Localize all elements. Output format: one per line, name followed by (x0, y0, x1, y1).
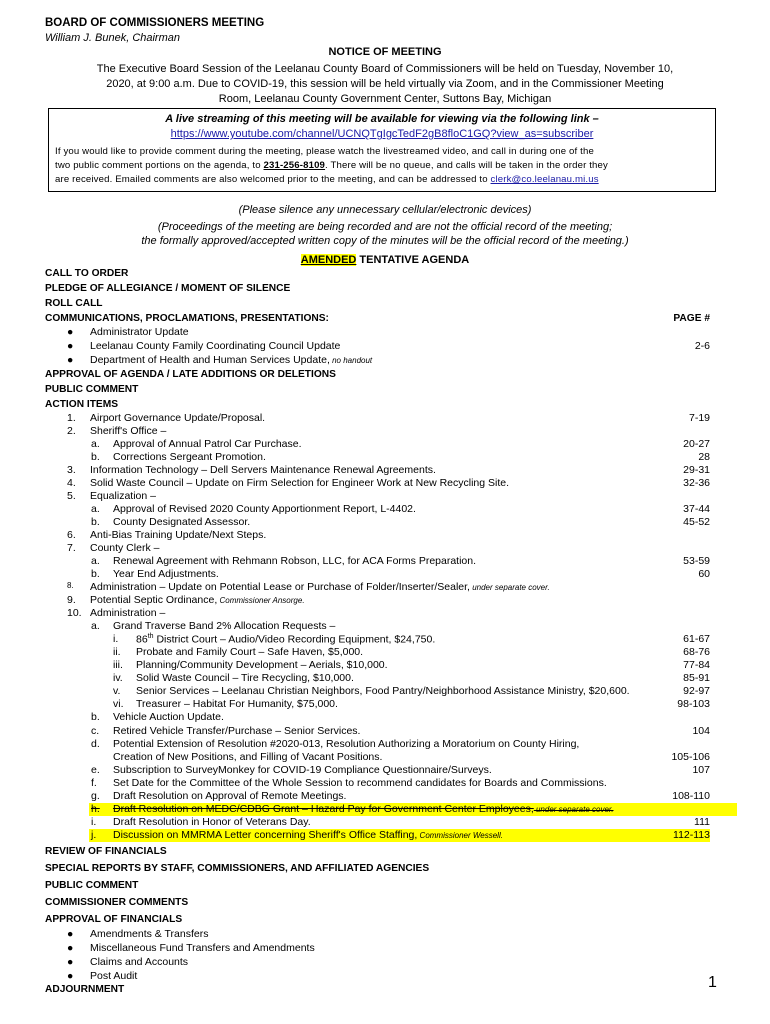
item-page: 53-59 (683, 555, 710, 567)
board-title: BOARD OF COMMISSIONERS MEETING (45, 17, 265, 29)
agenda-subitem (45, 764, 710, 777)
notice-line: Room, Leelanau County Government Center, Suttons Bay, Michigan (218, 93, 552, 105)
item-page: 77-84 (683, 659, 710, 671)
item-text: Amendments & Transfers (90, 928, 209, 940)
item-note: Commissioner Ansorge. (217, 596, 305, 605)
item-text: Miscellaneous Fund Transfers and Amendments (90, 942, 315, 954)
livestream-box (48, 108, 716, 192)
agenda-title (0, 254, 770, 266)
agenda-subitem-struck (45, 803, 710, 816)
item-text: County Designated Assessor. (113, 516, 251, 528)
item-page: 61-67 (683, 633, 710, 645)
item-text: Sheriff's Office – (90, 425, 167, 437)
page-column-header: PAGE # (673, 313, 710, 324)
item-text: Approval of Revised 2020 County Apportionment Report, L-4402. (113, 503, 416, 515)
instruction-line (55, 173, 709, 187)
agenda-subitem (45, 503, 710, 516)
list-item (45, 928, 710, 941)
section-action-items: ACTION ITEMS (45, 399, 119, 410)
agenda-subitem-highlighted (45, 829, 710, 842)
item-text (136, 633, 435, 646)
section-review-financials: REVIEW OF FINANCIALS (45, 846, 167, 857)
agenda-subitem (45, 620, 710, 633)
item-label: Department of Health and Human Services Update, (90, 354, 330, 366)
agenda-item (45, 477, 710, 490)
section-communications: COMMUNICATIONS, PROCLAMATIONS, PRESENTATIONS: (45, 313, 329, 324)
item-number: c. (91, 725, 100, 737)
item-text: Administrator Update (90, 326, 189, 338)
agenda-subitem (45, 816, 710, 829)
notice-title: NOTICE OF MEETING (328, 46, 442, 58)
proceedings-notice (0, 220, 770, 248)
bullet-icon: ● (67, 326, 74, 338)
item-number: 3. (67, 464, 76, 476)
item-page: 29-31 (683, 464, 710, 476)
item-text: Corrections Sergeant Promotion. (113, 451, 266, 463)
item-number: e. (91, 764, 100, 776)
item-number: d. (91, 738, 100, 750)
agenda-item (45, 594, 710, 607)
item-text: Potential Extension of Resolution #2020-013, Resolution Authorizing a Moratorium on County Hiring, (113, 738, 580, 750)
item-text: Year End Adjustments. (113, 568, 219, 580)
item-text: Draft Resolution on Approval of Remote Meetings. (113, 790, 347, 802)
agenda-item (45, 490, 710, 503)
agenda-item (45, 529, 710, 542)
item-text (113, 829, 503, 841)
item-note: under separate cover. (469, 583, 550, 592)
item-number: h. (91, 803, 100, 815)
list-item (45, 326, 710, 339)
agenda-item (45, 425, 710, 438)
agenda-subitem (45, 738, 710, 751)
item-text (113, 803, 614, 815)
communications-row (45, 313, 710, 326)
notice-line: 2020, at 9:00 a.m. Due to COVID-19, this session will be held virtually via Zoom, and in the Commissioner Meeting (106, 78, 664, 90)
item-text: Solid Waste Council – Tire Recycling, $10,000. (136, 672, 354, 684)
notice-line: The Executive Board Session of the Leelanau County Board of Commissioners will be held on Tuesday, November 10, (96, 63, 674, 75)
agenda-item (45, 542, 710, 555)
instruction-text: are received. Emailed comments are also welcomed prior to the meeting, and can be addressed to (55, 174, 491, 185)
item-number: b. (91, 451, 100, 463)
item-text: Administration – (90, 607, 166, 619)
agenda-subitem (45, 568, 710, 581)
item-label: Administration – Update on Potential Lease or Purchase of Folder/Inserter/Sealer, (90, 581, 470, 593)
livestream-heading: A live streaming of this meeting will be available for viewing via the following link – (165, 113, 599, 125)
item-label: Potential Septic Ordinance, (90, 594, 218, 606)
item-number: 8. (67, 581, 74, 590)
section-approval-agenda: APPROVAL OF AGENDA / LATE ADDITIONS OR DELETIONS (45, 369, 336, 380)
section-call-to-order: CALL TO ORDER (45, 268, 129, 279)
item-text: Airport Governance Update/Proposal. (90, 412, 266, 424)
item-number: j. (91, 829, 97, 841)
amended-label: AMENDED (300, 254, 357, 266)
proceedings-line: (Proceedings of the meeting are being recorded and are not the official record of the meeting; (157, 221, 613, 233)
section-adjournment: ADJOURNMENT (45, 984, 125, 995)
agenda-subitem (45, 711, 710, 724)
section-approval-financials: APPROVAL OF FINANCIALS (45, 914, 183, 925)
item-number: a. (91, 438, 100, 450)
bullet-icon: ● (67, 970, 74, 982)
item-number: v. (113, 685, 121, 697)
item-label: 86 (136, 633, 148, 646)
item-text: Planning/Community Development – Aerials, $10,000. (136, 659, 388, 671)
item-text: Subscription to SurveyMonkey for COVID-19 Compliance Questionnaire/Surveys. (113, 764, 492, 776)
item-number: b. (91, 516, 100, 528)
agenda-item (45, 412, 710, 425)
item-number: 7. (67, 542, 76, 554)
item-page: 112-113 (673, 829, 710, 841)
list-item (45, 956, 710, 969)
item-label: District Court – Audio/Video Recording Equipment, $24,750. (153, 633, 436, 646)
notice-text (50, 62, 720, 107)
item-text: Information Technology – Dell Servers Maintenance Renewal Agreements. (90, 464, 436, 476)
bullet-icon: ● (67, 928, 74, 940)
item-text: Renewal Agreement with Rehmann Robson, LLC, for ACA Forms Preparation. (113, 555, 477, 567)
section-public-comment: PUBLIC COMMENT (45, 384, 139, 395)
item-number: 9. (67, 594, 76, 606)
item-text (90, 594, 305, 606)
agenda-title-text: TENTATIVE AGENDA (356, 254, 470, 266)
agenda-subitem (45, 777, 710, 790)
agenda-subitem (45, 790, 710, 803)
agenda-subitem-continued (45, 751, 710, 764)
item-page: 104 (692, 725, 710, 737)
item-number: 1. (67, 412, 76, 424)
section-public-comment-2: PUBLIC COMMENT (45, 880, 139, 891)
item-text (90, 354, 372, 366)
instruction-text: . There will be no queue, and calls will be taken in the order they (325, 160, 608, 171)
item-page: 108-110 (672, 790, 710, 802)
item-text: Leelanau County Family Coordinating Council Update (90, 340, 341, 352)
list-item (45, 942, 710, 955)
item-number: 2. (67, 425, 76, 437)
livestream-link[interactable]: https://www.youtube.com/channel/UCNQTgIgcTedF2gB8floC1GQ?view_as=subscriber (170, 128, 594, 140)
item-page: 60 (698, 568, 710, 580)
item-page: 68-76 (683, 646, 710, 658)
agenda-subsubitem (45, 685, 710, 698)
item-text: Equalization – (90, 490, 156, 502)
item-label: Draft Resolution on MEDC/CDBG Grant – Hazard Pay for Government Center Employees, (113, 803, 534, 815)
item-text: Senior Services – Leelanau Christian Neighbors, Food Pantry/Neighborhood Assistance Ministry, $20,600. (136, 685, 630, 697)
item-number: g. (91, 790, 100, 802)
ordinal-suffix: th (147, 633, 154, 640)
item-text (90, 581, 550, 593)
item-page: 37-44 (683, 503, 710, 515)
item-page: 32-36 (683, 477, 710, 489)
item-number: iii. (113, 659, 123, 671)
item-text: Treasurer – Habitat For Humanity, $75,000. (136, 698, 338, 710)
item-text: Claims and Accounts (90, 956, 189, 968)
item-number: a. (91, 555, 100, 567)
item-page: 107 (692, 764, 710, 776)
bullet-icon: ● (67, 942, 74, 954)
item-note: under separate cover. (533, 805, 614, 814)
agenda-subitem (45, 451, 710, 464)
item-text: Vehicle Auction Update. (113, 711, 224, 723)
item-text: Retired Vehicle Transfer/Purchase – Senior Services. (113, 725, 361, 737)
item-page: 28 (698, 451, 710, 463)
chairman-name: William J. Bunek, Chairman (45, 32, 180, 44)
bullet-icon: ● (67, 340, 74, 352)
agenda-subsubitem (45, 672, 710, 685)
agenda-subitem (45, 516, 710, 529)
item-number: 4. (67, 477, 76, 489)
item-number: 10. (67, 607, 82, 619)
section-pledge: PLEDGE OF ALLEGIANCE / MOMENT OF SILENCE (45, 283, 291, 294)
list-item (45, 970, 710, 983)
list-item (45, 354, 710, 367)
agenda-subsubitem (45, 698, 710, 711)
item-number: i. (113, 633, 119, 645)
bullet-icon: ● (67, 956, 74, 968)
silence-notice: (Please silence any unnecessary cellular/electronic devices) (238, 204, 532, 216)
item-label: Discussion on MMRMA Letter concerning Sheriff's Office Staffing, (113, 829, 418, 841)
item-page: 85-91 (683, 672, 710, 684)
item-text: Creation of New Positions, and Filling of Vacant Positions. (113, 751, 383, 763)
item-note: no handout (329, 356, 373, 365)
item-number: vi. (113, 698, 124, 710)
item-number: 6. (67, 529, 76, 541)
item-text: Set Date for the Committee of the Whole Session to recommend candidates for Boards and Commissions. (113, 777, 607, 789)
item-number: b. (91, 568, 100, 580)
agenda-item (45, 464, 710, 477)
item-page: 20-27 (683, 438, 710, 450)
item-page: 7-19 (688, 412, 710, 424)
proceedings-line: the formally approved/accepted written copy of the minutes will be the official record of the meeting.) (141, 235, 629, 247)
livestream-instructions (55, 145, 709, 187)
item-text: Draft Resolution in Honor of Veterans Day. (113, 816, 311, 828)
phone-number: 231-256-8109 (263, 160, 326, 171)
agenda-subsubitem (45, 659, 710, 672)
section-special-reports: SPECIAL REPORTS BY STAFF, COMMISSIONERS, AND AFFILIATED AGENCIES (45, 863, 430, 874)
item-number: f. (91, 777, 97, 789)
item-number: b. (91, 711, 100, 723)
instruction-line: If you would like to provide comment during the meeting, please watch the livestreamed video, and call in during one of the (55, 146, 594, 157)
item-page: 2-6 (694, 340, 710, 352)
agenda-item (45, 607, 710, 620)
item-note: Commissioner Wessell. (417, 831, 503, 840)
bullet-icon: ● (67, 354, 74, 366)
item-number: i. (91, 816, 97, 828)
instruction-line (55, 159, 709, 173)
item-text: Solid Waste Council – Update on Firm Selection for Engineer Work at New Recycling Site. (90, 477, 510, 489)
item-page: 92-97 (683, 685, 710, 697)
agenda-subsubitem (45, 646, 710, 659)
section-commissioner-comments: COMMISSIONER COMMENTS (45, 897, 189, 908)
item-text: Anti-Bias Training Update/Next Steps. (90, 529, 267, 541)
list-item (45, 340, 710, 353)
item-text: Probate and Family Court – Safe Haven, $5,000. (136, 646, 364, 658)
agenda-item (45, 581, 710, 594)
item-number: 5. (67, 490, 76, 502)
item-text: Post Audit (90, 970, 138, 982)
page-number: 1 (708, 974, 717, 991)
item-text: County Clerk – (90, 542, 160, 554)
item-text: Grand Traverse Band 2% Allocation Requests – (113, 620, 336, 632)
email-link[interactable]: clerk@co.leelanau.mi.us (490, 174, 599, 185)
item-page: 111 (694, 816, 710, 828)
item-number: ii. (113, 646, 121, 658)
agenda-subitem (45, 555, 710, 568)
item-page: 45-52 (683, 516, 710, 528)
item-text: Approval of Annual Patrol Car Purchase. (113, 438, 302, 450)
instruction-text: two public comment portions on the agenda, to (55, 160, 264, 171)
item-number: iv. (113, 672, 123, 684)
agenda-subitem (45, 725, 710, 738)
item-page: 105-106 (671, 751, 710, 763)
section-roll-call: ROLL CALL (45, 298, 103, 309)
agenda-subsubitem (45, 633, 710, 646)
agenda-subitem (45, 438, 710, 451)
item-number: a. (91, 620, 100, 632)
item-number: a. (91, 503, 100, 515)
item-page: 98-103 (677, 698, 710, 710)
